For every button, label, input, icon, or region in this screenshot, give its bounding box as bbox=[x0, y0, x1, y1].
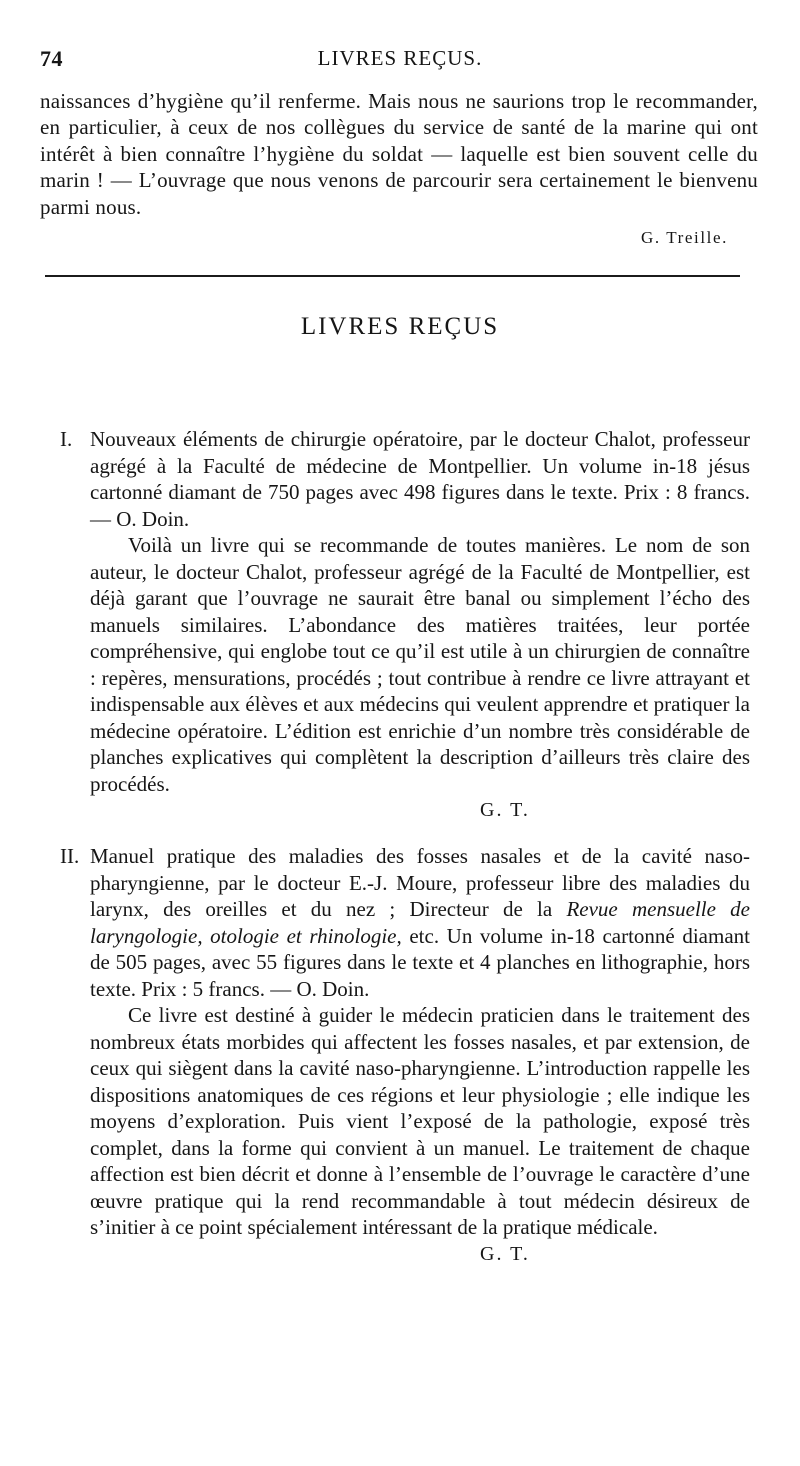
entry-review: Voilà un livre qui se recommande de toutes manières. Le nom de son auteur, le docteur Chalot, professeur agrégé de la Faculté de Montpellier, est déjà garant que l’ouvrage ne saurait être banal ou simplement l’écho des manuels similaires. L’abondance des matières traitées, leur portée compréhensive, qui englobe tout ce qu’il est utile à un chirurgien de connaître : repères, mensurations, procédés ; tout contribue à rendre ce livre attrayant et indispensable aux élèves et aux médecins qui veulent apprendre et pratiquer la médecine opératoire. L’édition est enrichie d’un nombre très considérable de planches explicatives qui complètent la description d’ailleurs très claire des procédés. bbox=[90, 533, 750, 796]
entry-citation: Nouveaux éléments de chirurgie opératoire, par le docteur Chalot, professeur agrégé à la Faculté de médecine de Montpellier. Un volume in-18 jésus cartonné diamant de 750 pages avec 498 figures dans le texte. Prix : 8 francs. — O. Doin. bbox=[90, 427, 750, 531]
book-entry bbox=[60, 426, 750, 824]
intro-text: naissances d’hygiène qu’il renferme. Mais nous ne saurions trop le recommander, en particulier, à ceux de nos collègues du service de santé de la marine qui ont intérêt à bien connaître l’hygiène du soldat — laquelle est bien souvent celle du marin ! — L’ouvrage que nous venons de parcourir sera certainement le bienvenu parmi nous. bbox=[40, 89, 758, 219]
book-entry bbox=[60, 843, 750, 1267]
entry-number: I. bbox=[60, 427, 73, 451]
section-divider bbox=[45, 275, 740, 277]
page-header bbox=[40, 46, 760, 76]
journal-title: Revue mensuelle de laryngologie, otologie et rhinologie, bbox=[90, 897, 750, 948]
citation-text: Manuel pratique des maladies des fosses nasales et de la cavité naso-pharyngienne, par le docteur E.-J. Moure, professeur libre des maladies du larynx, des oreilles et du nez ; Directeur de la bbox=[90, 844, 750, 921]
review-signature: G. T. bbox=[480, 799, 530, 821]
page-number: 74 bbox=[40, 46, 63, 71]
section-title: LIVRES REÇUS bbox=[300, 313, 500, 340]
citation-text: etc. Un volume in-18 cartonné diamant de 505 pages, avec 55 figures dans le texte et 4 planches en lithographie, hors texte. Prix : 5 francs. — O. Doin. bbox=[90, 923, 750, 1001]
entry-citation bbox=[90, 843, 750, 1002]
review-signature: G. T. bbox=[480, 1242, 530, 1265]
author-signature: G. Treille. bbox=[640, 228, 728, 247]
entry-number: II. bbox=[60, 844, 80, 868]
intro-paragraph bbox=[40, 88, 758, 220]
entry-review: Ce livre est destiné à guider le médecin praticien dans le traitement des nombreux états morbides qui affectent les fosses nasales, et par extension, de ceux qui siègent dans la cavité naso-pharyngienne. L’introduction rappelle les dispositions anatomiques de ces régions et leur physiologie ; elle indique les moyens d’exploration. Puis vient l’exposé de la pathologie, exposé très complet, dans la forme qui convient à un manuel. Le traitement de chaque affection est bien décrit et donne à l’ensemble de l’ouvrage le caractère d’une œuvre pratique qui la rend recommandable à tout médecin désireux de s’initier à ce point spécialement intéressant de la pratique médicale. bbox=[90, 1003, 750, 1239]
running-head: LIVRES REÇUS. bbox=[317, 46, 483, 70]
